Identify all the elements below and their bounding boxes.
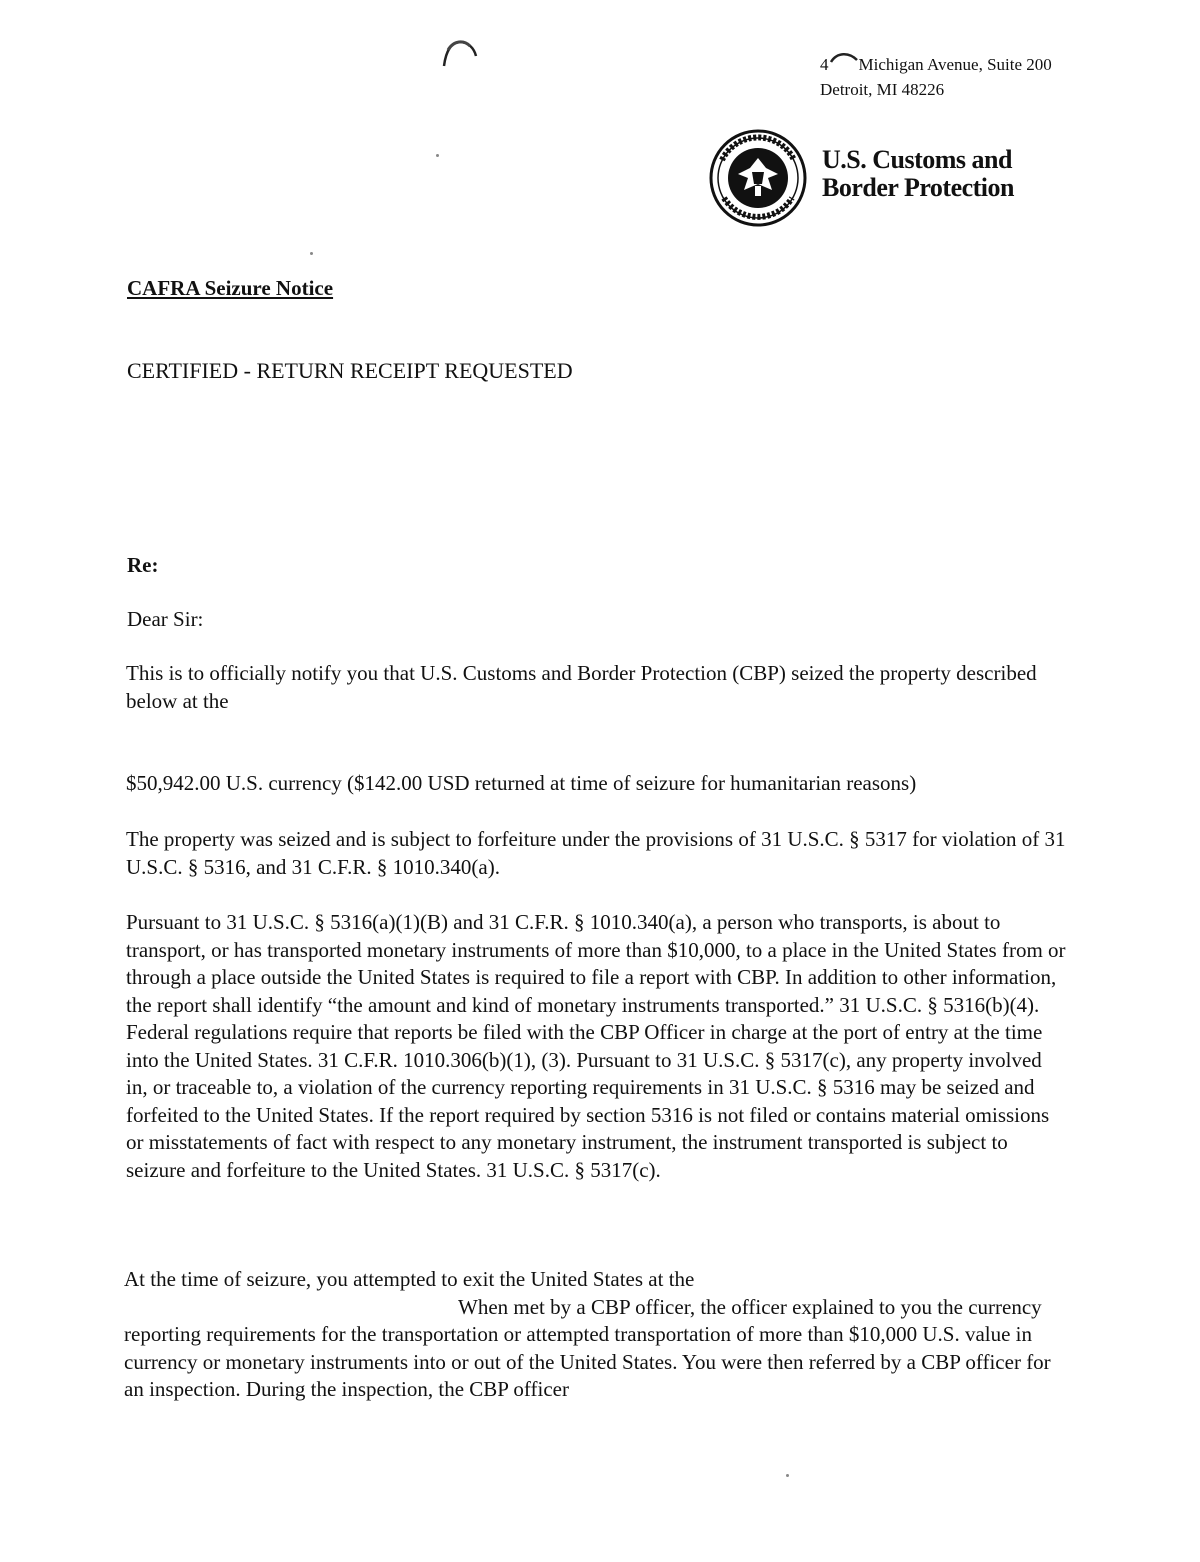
address-line-1: Michigan Avenue, Suite 200 bbox=[858, 55, 1052, 74]
scan-speck bbox=[310, 252, 313, 255]
dhs-seal-icon bbox=[708, 128, 808, 228]
notice-title: CAFRA Seizure Notice bbox=[127, 276, 334, 300]
paragraph-statute: The property was seized and is subject to forfeiture under the provisions of 31 U.S.C. § 5317 for violation of 31 U.S.C. § 5316, and 31 C.F.R. § 1010.340(a). bbox=[126, 827, 1066, 879]
agency-line-2: Border Protection bbox=[822, 173, 1014, 202]
scan-squiggle bbox=[829, 52, 859, 66]
agency-line-1: U.S. Customs and bbox=[822, 145, 1012, 174]
scan-speck bbox=[786, 1474, 789, 1477]
return-address bbox=[820, 52, 1052, 102]
mail-type: CERTIFIED - RETURN RECEIPT REQUESTED bbox=[127, 358, 573, 383]
scan-mark bbox=[440, 36, 480, 68]
paragraph-circumstances bbox=[124, 1266, 1064, 1404]
address-line-2: Detroit, MI 48226 bbox=[820, 80, 945, 99]
circumstances-rest: When met by a CBP officer, the officer explained to you the currency reporting requirements for the transportation or attempted transportation of more than $10,000 U.S. value in currency or monetary instruments into or out of the United States. You were then referred by a CBP officer for an inspection. During the inspection, the CBP officer bbox=[124, 1294, 1051, 1401]
scan-speck bbox=[436, 154, 439, 157]
re-label: Re: bbox=[127, 553, 159, 577]
paragraph-property: $50,942.00 U.S. currency ($142.00 USD returned at time of seizure for humanitarian reasons) bbox=[126, 771, 917, 795]
paragraph-legal-basis: Pursuant to 31 U.S.C. § 5316(a)(1)(B) and 31 C.F.R. § 1010.340(a), a person who transports, is about to transport, or has transported monetary instruments of more than $10,000, to a place in the United States from or through a place outside the United States is required to file a report with CBP. In addition to other information, the report shall identify “the amount and kind of monetary instruments transported.” 31 U.S.C. § 5316(b)(4). Federal regulations require that reports be filed with the CBP Officer in charge at the port of entry at the time into the United States. 31 C.F.R. 1010.306(b)(1), (3). Pursuant to 31 U.S.C. § 5317(c), any property involved in, or traceable to, a violation of the currency reporting requirements in 31 U.S.C. § 5316 may be seized and forfeited to the United States. If the report required by section 5316 is not filed or contains material omissions or misstatements of fact with respect to any monetary instrument, the instrument transported is subject to seizure and forfeiture to the United States. 31 U.S.C. § 5317(c). bbox=[126, 910, 1066, 1182]
address-number: 4 bbox=[820, 55, 829, 74]
agency-name bbox=[822, 146, 1014, 202]
salutation: Dear Sir: bbox=[127, 607, 204, 631]
circumstances-line-1: At the time of seizure, you attempted to exit the United States at the bbox=[124, 1267, 695, 1291]
paragraph-notification: This is to officially notify you that U.S. Customs and Border Protection (CBP) seized the property described below at the bbox=[126, 661, 1037, 713]
